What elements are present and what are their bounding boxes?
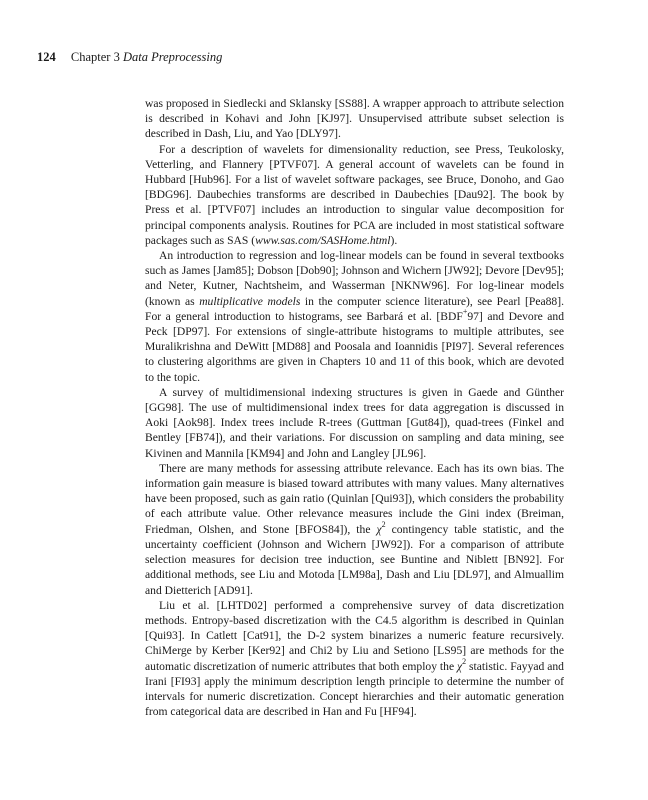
chi-symbol: χ	[456, 659, 463, 673]
text-run: For a description of wavelets for dimensionality reduction, see Press, Teukolosky, Vetterling, and Flannery [PTVF07]. A general account of wavelets can be found in Hubbard [Hub96]. For a list of wavelet software packages, see Bruce, Donoho, and Gao [BDG96]. Daubechies transforms are described in Daubechies [Dau92]. The book by Press et al. [PTVF07] includes an introduction to singular value decomposition for principal components analysis. Routines for PCA are included in most statistical software packages such as SAS (	[145, 142, 564, 247]
page-number: 124	[37, 50, 56, 64]
italic-text: multiplicative models	[199, 294, 301, 308]
text-run: There are many methods for assessing attribute relevance. Each has its own bias. The information gain measure is biased toward attributes with many values. Many alternatives have been proposed, such as gain ratio (Quinlan [Qui93]), which considers the probability of each attribute value. Other relevance measures include the Gini index (Breiman, Friedman, Olshen, and Stone [BFOS84]), the	[145, 461, 564, 536]
paragraph	[145, 248, 564, 385]
paragraph	[145, 598, 564, 720]
text-run: statistic. Fayyad and Irani [FI93] apply the minimum description length principle to determine the number of intervals for numeric discretization. Concept hierarchies and their automatic generation from categorical data are described in Han and Fu [HF94].	[145, 659, 564, 719]
running-header	[37, 50, 222, 65]
chapter-label: Chapter 3	[70, 50, 120, 64]
superscript: +	[462, 306, 468, 316]
body-text	[145, 96, 564, 719]
text-run: Liu et al. [LHTD02] performed a comprehensive survey of data discretization methods. Entropy-based discretization with the C4.5 algorithm is described in Quinlan [Qui93]. In Catlett [Cat91], the D-2 system binarizes a numeric feature recursively. ChiMerge by Kerber [Ker92] and Chi2 by Liu and Setiono [LS95] are methods for the automatic discretization of numeric attributes that both employ the	[145, 598, 564, 673]
text-run: An introduction to regression and log-linear models can be found in several textbooks such as James [Jam85]; Dobson [Dob90]; Johnson and Wichern [JW92]; Devore [Dev95]; and Neter, Kutner, Nachtsheim, and Wasserman [NKNW96]. For log-linear models (known as	[145, 249, 564, 308]
text-run: 97] and Devore and Peck [DP97]. For extensions of single-attribute histograms to multiple attributes, see Muralikrishna and DeWitt [MD88] and Poosala and Ioannidis [PI97]. Several references to clustering algorithms are given in Chapters 10 and 11 of this book, which are devoted to the topic.	[145, 309, 565, 384]
superscript: 2	[462, 656, 467, 666]
italic-text: www.sas.com/SASHome.html	[255, 233, 391, 247]
text-run: A survey of multidimensional indexing structures is given in Gaede and Günther [GG98]. The use of multidimensional index trees for data aggregation is discussed in Aoki [Aok98]. Index trees include R-trees (Guttman [Gut84]), quad-trees (Finkel and Bentley [FB74]), and their variations. For discussion on sampling and data mining, see Kivinen and Mannila [KM94] and John and Langley [JL96].	[145, 385, 564, 460]
text-run: in the computer science literature), see Pearl [Pea88]. For a general introduction to histograms, see Barbará et al. [BDF	[145, 294, 564, 323]
text-run: was proposed in Siedlecki and Sklansky [SS88]. A wrapper approach to attribute selection is described in Kohavi and John [KJ97]. Unsupervised attribute subset selection is described in Dash, Liu, and Yao [DLY97].	[145, 97, 564, 141]
text-run: contingency table statistic, and the uncertainty coefficient (Johnson and Wichern [JW92]). For a comparison of attribute selection measures for decision tree induction, see Buntine and Niblett [BN92]. For additional methods, see Liu and Motoda [LM98a], Dash and Liu [DL97], and Almuallim and Dietterich [AD91].	[145, 522, 564, 597]
chi-symbol: χ	[376, 522, 382, 536]
superscript: 2	[381, 519, 386, 529]
chapter-title: Data Preprocessing	[122, 50, 223, 64]
paragraph	[145, 142, 564, 248]
paragraph	[145, 385, 564, 461]
paragraph	[145, 461, 564, 598]
paragraph	[145, 96, 564, 142]
text-run: ).	[390, 233, 398, 247]
